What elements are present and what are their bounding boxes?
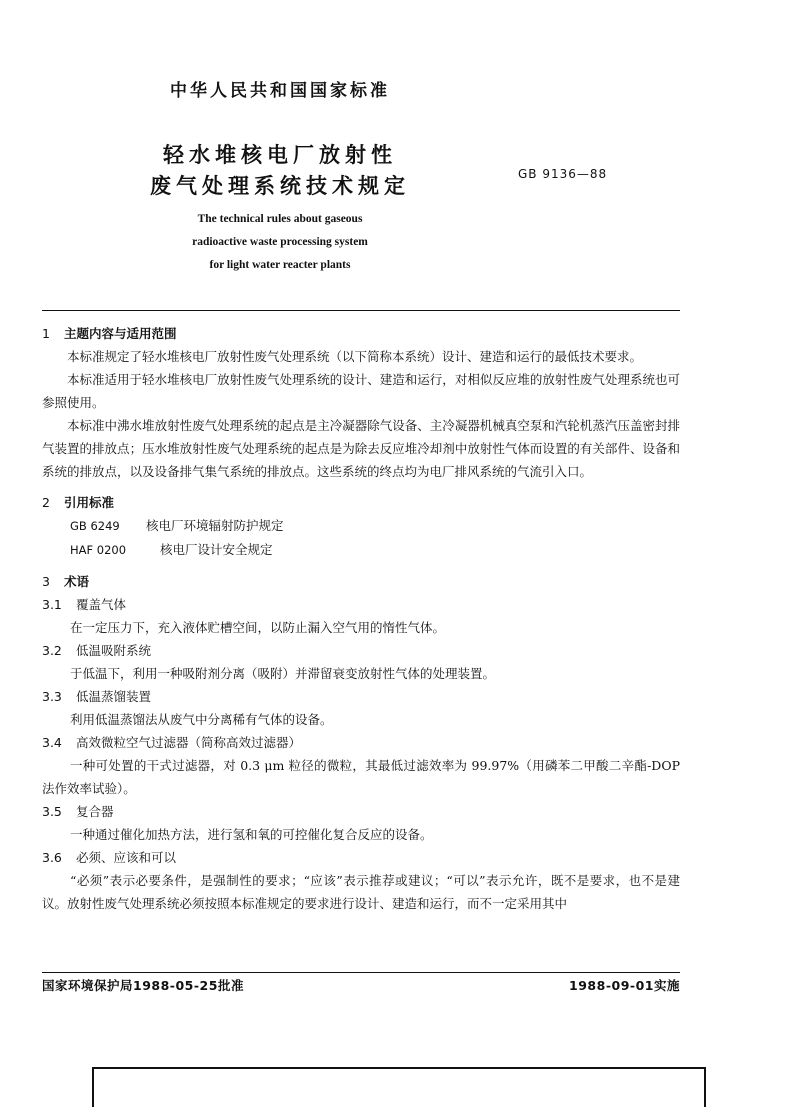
term-name: 复合器 (76, 804, 114, 819)
reference-code: GB 6249 (70, 519, 120, 533)
paragraph: 本标准中沸水堆放射性废气处理系统的起点是主冷凝器除气设备、主冷凝器机械真空泵和汽轮机蒸汽压盖密封排气装置的排放点；压水堆放射性废气处理系统的起点是为除去反应堆冷却剂中放射性气体而设置的有关部件、设备和系统的排放点，以及设备排气集气系统的排放点。这些系统的终点均为电厂排风系统的气流引入口。 (42, 418, 680, 479)
term-heading (42, 731, 680, 754)
national-standard-heading: 中华人民共和国国家标准 (170, 81, 390, 101)
term-definition: 一种可处置的干式过滤器，对 0.3 μm 粒径的微粒，其最低过滤效率为 99.97%（用磷苯二甲酸二辛酯-DOP 法作效率试验）。 (42, 758, 680, 796)
document-body (42, 322, 680, 915)
term-definition: 在一定压力下，充入液体贮槽空间，以防止漏入空气用的惰性气体。 (70, 620, 446, 635)
english-title-line-3: for light water reacter plants (209, 259, 351, 271)
term-name: 低温蒸馏装置 (76, 689, 152, 704)
implementation-date: 1988-09-01实施 (569, 978, 680, 993)
english-title-line-2: radioactive waste processing system (192, 236, 368, 248)
next-page-frame (92, 1067, 706, 1107)
term-name: 覆盖气体 (76, 597, 127, 612)
footer-divider (42, 972, 680, 973)
term-definition: 利用低温蒸馏法从废气中分离稀有气体的设备。 (70, 712, 333, 727)
section-title: 术语 (64, 574, 90, 589)
reference-item (42, 514, 680, 538)
term-heading (42, 593, 680, 616)
section-number: 3 (42, 574, 50, 589)
term-heading (42, 685, 680, 708)
term-name: 低温吸附系统 (76, 643, 152, 658)
section-heading-1 (42, 322, 680, 345)
section-title: 主题内容与适用范围 (64, 326, 177, 341)
term-number: 3.4 (42, 735, 62, 750)
term-number: 3.3 (42, 689, 62, 704)
document-title-line-2: 废气处理系统技术规定 (150, 174, 410, 198)
reference-title: 核电厂设计安全规定 (160, 542, 273, 557)
section-heading-2 (42, 491, 680, 514)
section-number: 1 (42, 326, 50, 341)
term-number: 3.2 (42, 643, 62, 658)
term-name: 高效微粒空气过滤器（简称高效过滤器） (76, 735, 302, 750)
section-title: 引用标准 (64, 495, 115, 510)
term-definition: 一种通过催化加热方法，进行氢和氧的可控催化复合反应的设备。 (70, 827, 433, 842)
standard-code: GB 9136—88 (518, 167, 608, 181)
term-heading (42, 800, 680, 823)
document-title-line-1: 轻水堆核电厂放射性 (163, 143, 397, 167)
term-number: 3.5 (42, 804, 62, 819)
paragraph: 本标准适用于轻水堆核电厂放射性废气处理系统的设计、建造和运行，对相似反应堆的放射性废气处理系统也可参照使用。 (42, 372, 680, 410)
section-heading-3 (42, 570, 680, 593)
term-number: 3.6 (42, 850, 62, 865)
paragraph: 本标准规定了轻水堆核电厂放射性废气处理系统（以下简称本系统）设计、建造和运行的最低技术要求。 (67, 349, 643, 364)
term-heading (42, 846, 680, 869)
reference-item (42, 538, 680, 562)
term-heading (42, 639, 680, 662)
term-number: 3.1 (42, 597, 62, 612)
header-divider (42, 310, 680, 311)
term-definition: “必须”表示必要条件，是强制性的要求；“应该”表示推荐或建议；“可以”表示允许，既不是要求，也不是建议。放射性废气处理系统必须按照本标准规定的要求进行设计、建造和运行，而不一定采用其中 (42, 873, 680, 911)
reference-code: HAF 0200 (70, 543, 127, 557)
term-definition: 于低温下，利用一种吸附剂分离（吸附）并滞留衰变放射性气体的处理装置。 (70, 666, 496, 681)
term-name: 必须、应该和可以 (76, 850, 177, 865)
reference-title: 核电厂环境辐射防护规定 (146, 518, 284, 533)
section-number: 2 (42, 495, 50, 510)
english-title-line-1: The technical rules about gaseous (197, 213, 363, 225)
approval-date: 国家环境保护局1988-05-25批准 (42, 978, 244, 993)
